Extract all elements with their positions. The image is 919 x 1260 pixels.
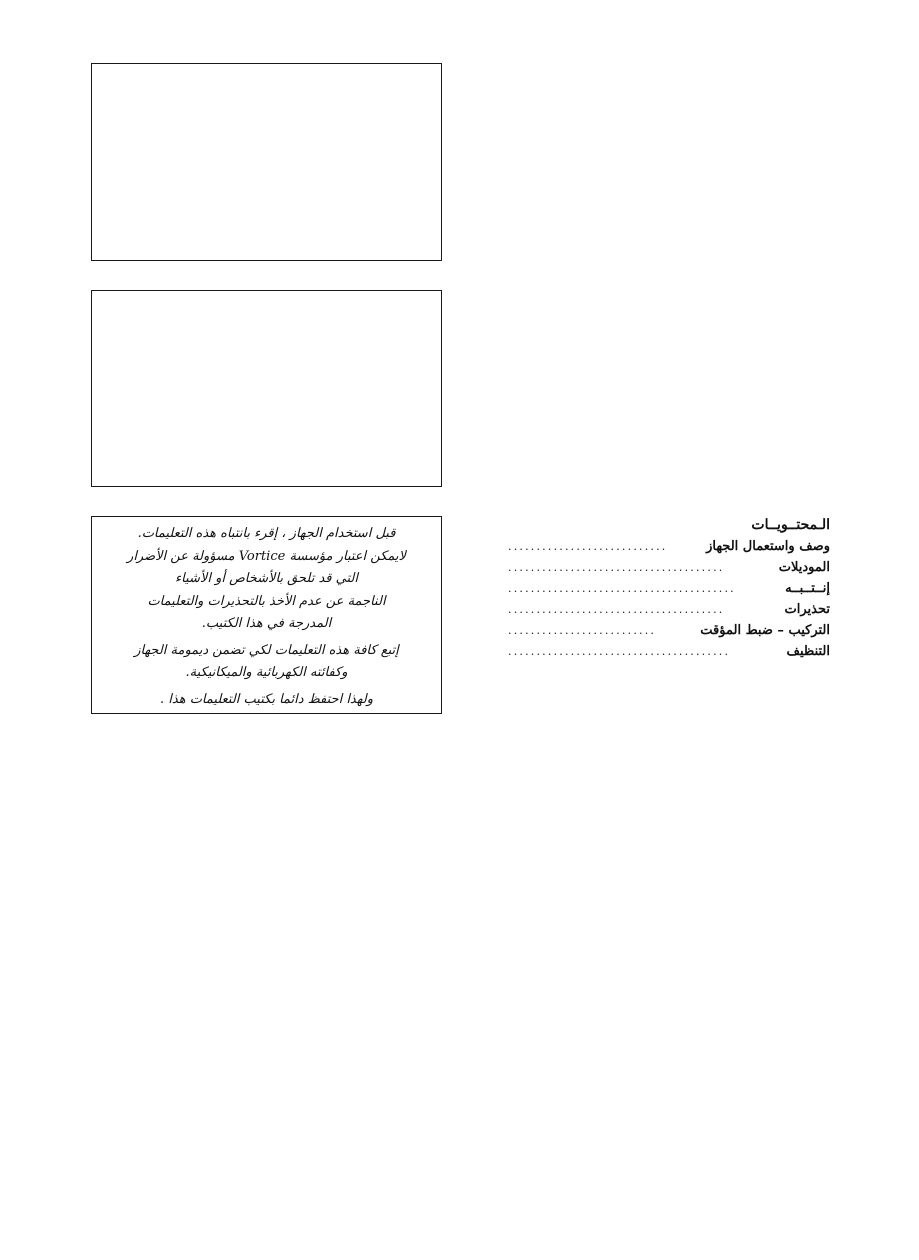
toc-item-label: الموديلات bbox=[778, 560, 830, 575]
notice-line: المدرجة في هذا الكتيب. bbox=[201, 616, 332, 631]
toc-leader: ........................................ bbox=[508, 582, 736, 595]
notice-line: إتبع كافة هذه التعليمات لكي تضمن ديمومة الجهاز bbox=[134, 642, 399, 658]
toc-item-label: التنظيف bbox=[786, 644, 830, 659]
toc-item-installation[interactable] bbox=[508, 620, 830, 641]
notice-paragraph-2 bbox=[92, 640, 441, 685]
toc-item-cleaning[interactable] bbox=[508, 641, 830, 662]
notice-line: الناجمة عن عدم الأخذ بالتحذيرات والتعليمات bbox=[147, 593, 386, 609]
toc-leader: ...................................... bbox=[508, 603, 725, 616]
notice-line: التي قد تلحق بالأشخاص أو الأشياء bbox=[175, 571, 358, 586]
notice-line: قبل استخدام الجهاز ، إقرء بانتباه هذه التعليمات. bbox=[137, 526, 396, 541]
notice-line: وكفائته الكهربائية والميكانيكية. bbox=[185, 665, 348, 680]
toc-item-label: إنــتــبــه bbox=[785, 581, 830, 596]
notice-line: ولهذا احتفظ دائما بكتيب التعليمات هذا . bbox=[160, 691, 373, 707]
toc-item-label: تحذيرات bbox=[784, 602, 830, 617]
notice-paragraph-3 bbox=[92, 689, 441, 712]
toc-item-models[interactable] bbox=[508, 557, 830, 578]
notice-paragraph-1 bbox=[92, 523, 441, 636]
blank-frame-top bbox=[91, 63, 442, 261]
toc-leader: ....................................... bbox=[508, 645, 731, 658]
toc-leader: .......................... bbox=[508, 624, 657, 637]
table-of-contents bbox=[508, 514, 830, 662]
toc-item-label: وصف واستعمال الجهاز bbox=[706, 539, 830, 554]
toc-title: الـمحتــويــات bbox=[751, 517, 830, 533]
notice-line: لايمكن اعتبار مؤسسة Vortice مسؤولة عن الأضرار bbox=[127, 548, 406, 564]
toc-leader: ...................................... bbox=[508, 561, 725, 574]
toc-item-attention[interactable] bbox=[508, 578, 830, 599]
toc-item-label: التركيب – ضبط المؤقت bbox=[700, 623, 830, 638]
toc-item-warnings[interactable] bbox=[508, 599, 830, 620]
toc-leader: ............................ bbox=[508, 540, 668, 553]
instructions-notice-box bbox=[91, 516, 442, 714]
toc-item-description[interactable] bbox=[508, 536, 830, 557]
blank-frame-middle bbox=[91, 290, 442, 487]
